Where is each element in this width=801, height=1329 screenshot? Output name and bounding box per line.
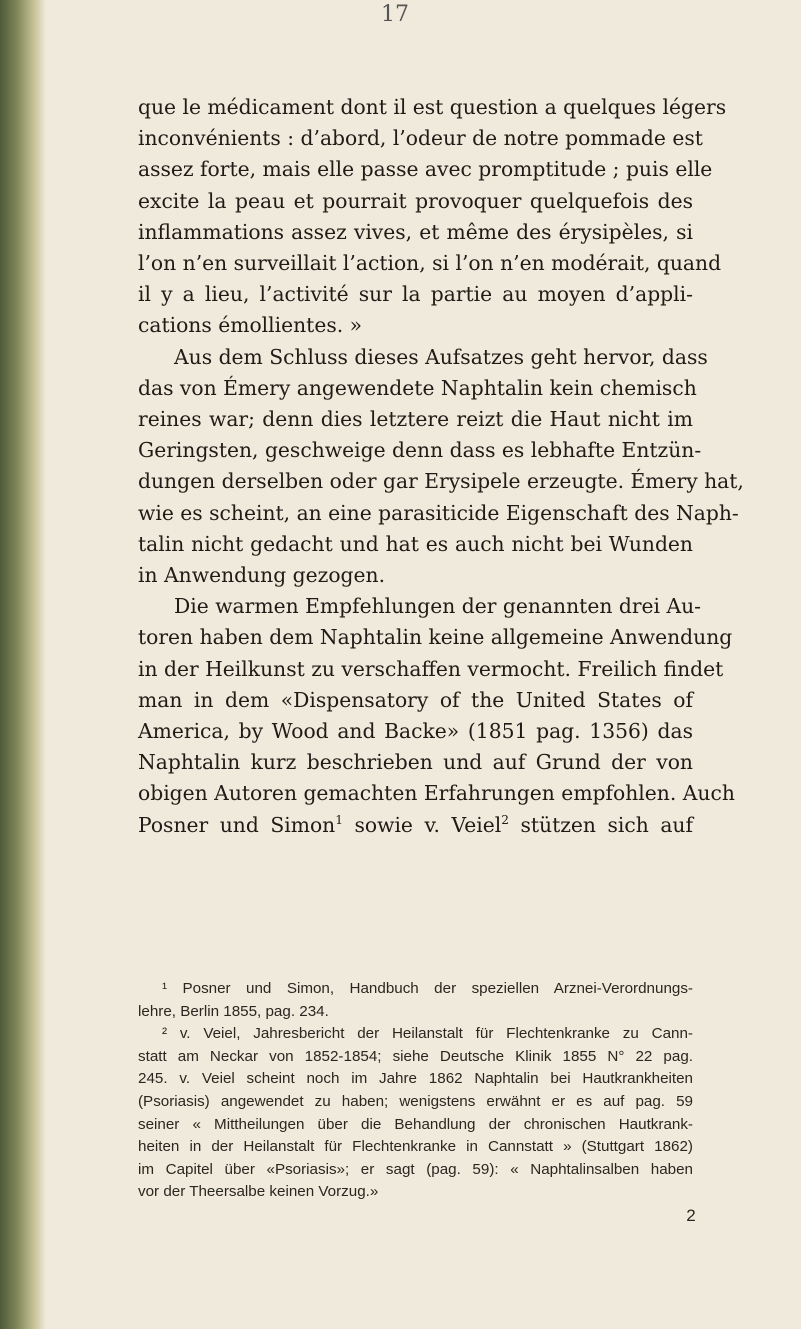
footnote-line: seiner « Mittheilungen über die Behandlung der chronischen Hautkrank- bbox=[138, 1115, 693, 1133]
body-line: cations émollientes. » bbox=[138, 313, 363, 338]
footnote-line: ² v. Veiel, Jahresbericht der Heilanstalt für Flechtenkranke zu Cann- bbox=[162, 1025, 693, 1043]
body-line: Die warmen Empfehlungen der genannten drei Au- bbox=[174, 594, 702, 619]
footnote-line: lehre, Berlin 1855, pag. 234. bbox=[138, 1002, 329, 1020]
body-line: dungen derselben oder gar Erysipele erzeugte. Émery hat, bbox=[138, 469, 744, 494]
footnote-line: statt am Neckar von 1852-1854; siehe Deutsche Klinik 1855 N° 22 pag. bbox=[138, 1047, 693, 1065]
footnote-line: (Psoriasis) angewendet zu haben; wenigstens erwähnt er es auf pag. 59 bbox=[138, 1092, 693, 1110]
body-line: in der Heilkunst zu verschaffen vermocht. Freilich findet bbox=[138, 656, 724, 681]
body-line-with-footnote-refs bbox=[138, 810, 693, 841]
body-line: das von Émery angewendete Naphtalin kein chemisch bbox=[138, 375, 697, 400]
footnote-line: vor der Theersalbe keinen Vorzug.» bbox=[138, 1183, 379, 1201]
body-line: Geringsten, geschweige denn dass es lebhafte Entzün- bbox=[138, 438, 702, 463]
body-line: talin nicht gedacht und hat es auch nicht bei Wunden bbox=[138, 531, 693, 556]
body-line: Naphtalin kurz beschrieben und auf Grund der von bbox=[138, 750, 693, 775]
body-line: il y a lieu, l’activité sur la partie au moyen d’appli- bbox=[138, 282, 693, 307]
footnote-line: ¹ Posner und Simon, Handbuch der speziellen Arznei-Verordnungs- bbox=[162, 980, 693, 997]
body-line: America, by Wood and Backe» (1851 pag. 1356) das bbox=[138, 719, 693, 744]
body-text-fragment: Posner und Simon bbox=[138, 812, 336, 837]
footnote-line: im Capitel über «Psoriasis»; er sagt (pag. 59): « Naphtalinsalben haben bbox=[138, 1160, 693, 1178]
body-text bbox=[138, 92, 744, 841]
body-line: man in dem «Dispensatory of the United States of bbox=[138, 687, 693, 712]
body-line: reines war; denn dies letztere reizt die Haut nicht im bbox=[138, 407, 693, 432]
footnote-ref-2: 2 bbox=[501, 812, 509, 827]
sheet-signature-number: 2 bbox=[686, 1206, 696, 1225]
body-line: assez forte, mais elle passe avec promptitude ; puis elle bbox=[138, 157, 713, 182]
body-line: toren haben dem Naphtalin keine allgemeine Anwendung bbox=[138, 625, 733, 650]
footnote-line: heiten in der Heilanstalt für Flechtenkranke in Cannstatt » (Stuttgart 1862) bbox=[138, 1138, 693, 1156]
body-line: excite la peau et pourrait provoquer quelquefois des bbox=[138, 188, 693, 213]
footnote-line: 245. v. Veiel scheint noch im Jahre 1862 Naphtalin bei Hautkrankheiten bbox=[138, 1070, 693, 1088]
body-line: que le médicament dont il est question a quelques légers bbox=[138, 95, 727, 119]
body-line: l’on n’en surveillait l’action, si l’on n’en modérait, quand bbox=[138, 251, 722, 276]
body-line: inconvénients : d’abord, l’odeur de notre pommade est bbox=[138, 126, 703, 151]
footnote-ref-1: 1 bbox=[335, 812, 343, 827]
body-line: Aus dem Schluss dieses Aufsatzes geht hervor, dass bbox=[174, 344, 708, 369]
body-line: in Anwendung gezogen. bbox=[138, 563, 386, 588]
body-text-fragment: stützen sich auf bbox=[508, 812, 693, 837]
footnotes bbox=[138, 978, 693, 1204]
page-number: 17 bbox=[381, 2, 409, 27]
body-text-fragment: sowie v. Veiel bbox=[342, 812, 502, 837]
page-edge-shadow bbox=[0, 0, 46, 1329]
body-line: inflammations assez vives, et même des érysipèles, si bbox=[138, 219, 693, 244]
body-line: obigen Autoren gemachten Erfahrungen empfohlen. Auch bbox=[138, 781, 735, 806]
body-line: wie es scheint, an eine parasiticide Eigenschaft des Naph- bbox=[138, 500, 739, 525]
